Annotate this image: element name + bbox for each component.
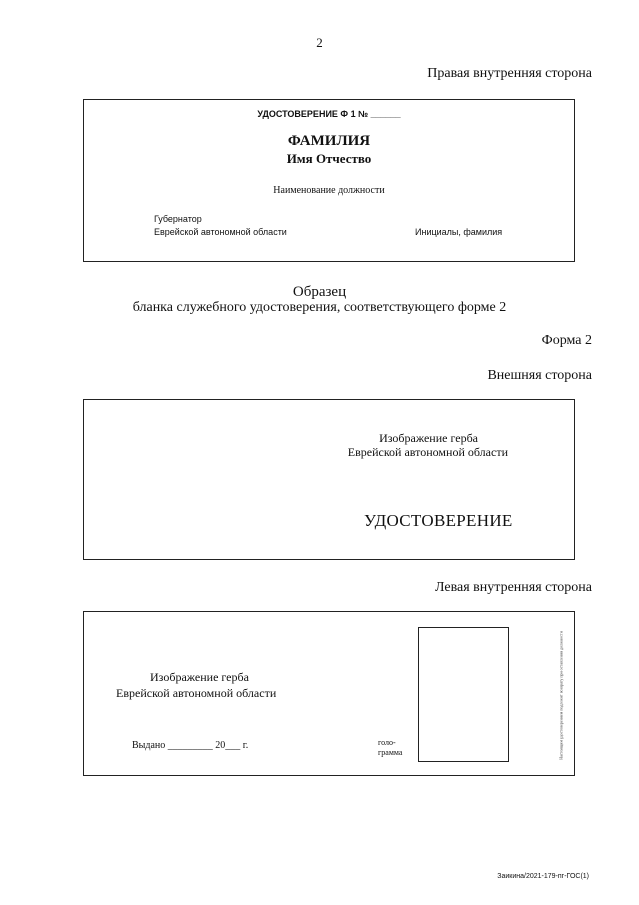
surname-placeholder: ФАМИЛИЯ xyxy=(287,133,371,149)
position-placeholder: Наименование должности xyxy=(273,185,385,196)
issued-date-line: Выдано _________ 20___ г. xyxy=(132,740,249,751)
coat-of-arms-placeholder-line1: Изображение герба xyxy=(379,431,478,445)
sample-subtitle: бланка служебного удостоверения, соответствующего форме 2 xyxy=(132,300,507,315)
name-patronymic-placeholder: Имя Отчество xyxy=(286,151,372,166)
certificate-outer-side xyxy=(83,399,575,560)
initials-surname-placeholder: Инициалы, фамилия xyxy=(415,227,503,237)
certificate-number-line: УДОСТОВЕРЕНИЕ Ф 1 № ______ xyxy=(257,109,401,119)
governor-title: Губернатор xyxy=(154,214,202,224)
page-number: 2 xyxy=(316,35,323,50)
governor-region: Еврейской автономной области xyxy=(154,227,287,237)
footer-code: Заикина/2021-179-пг-ГОС(1) xyxy=(497,873,589,880)
outer-side-heading: Внешняя сторона xyxy=(487,368,592,383)
certificate-title: УДОСТОВЕРЕНИЕ xyxy=(364,511,513,530)
left-inner-side-heading: Левая внутренняя сторона xyxy=(434,580,592,595)
coat-of-arms-placeholder-line2: Еврейской автономной области xyxy=(347,445,508,459)
certificate-left-inner-side xyxy=(83,611,575,776)
coat-of-arms-placeholder-line2: Еврейской автономной области xyxy=(116,686,277,700)
hologram-label-line2: грамма xyxy=(378,748,403,757)
coat-of-arms-placeholder-line1: Изображение герба xyxy=(150,670,249,684)
right-inner-side-heading: Правая внутренняя сторона xyxy=(427,66,592,81)
photo-frame xyxy=(418,627,509,762)
sample-title: Образец xyxy=(292,284,347,300)
hologram-label-line1: голо- xyxy=(378,738,396,747)
vertical-note: Настоящим удостоверением подлежит возврату при оставлении должности xyxy=(558,631,564,760)
certificate-right-inner-side xyxy=(83,99,575,262)
form-label: Форма 2 xyxy=(541,333,592,348)
